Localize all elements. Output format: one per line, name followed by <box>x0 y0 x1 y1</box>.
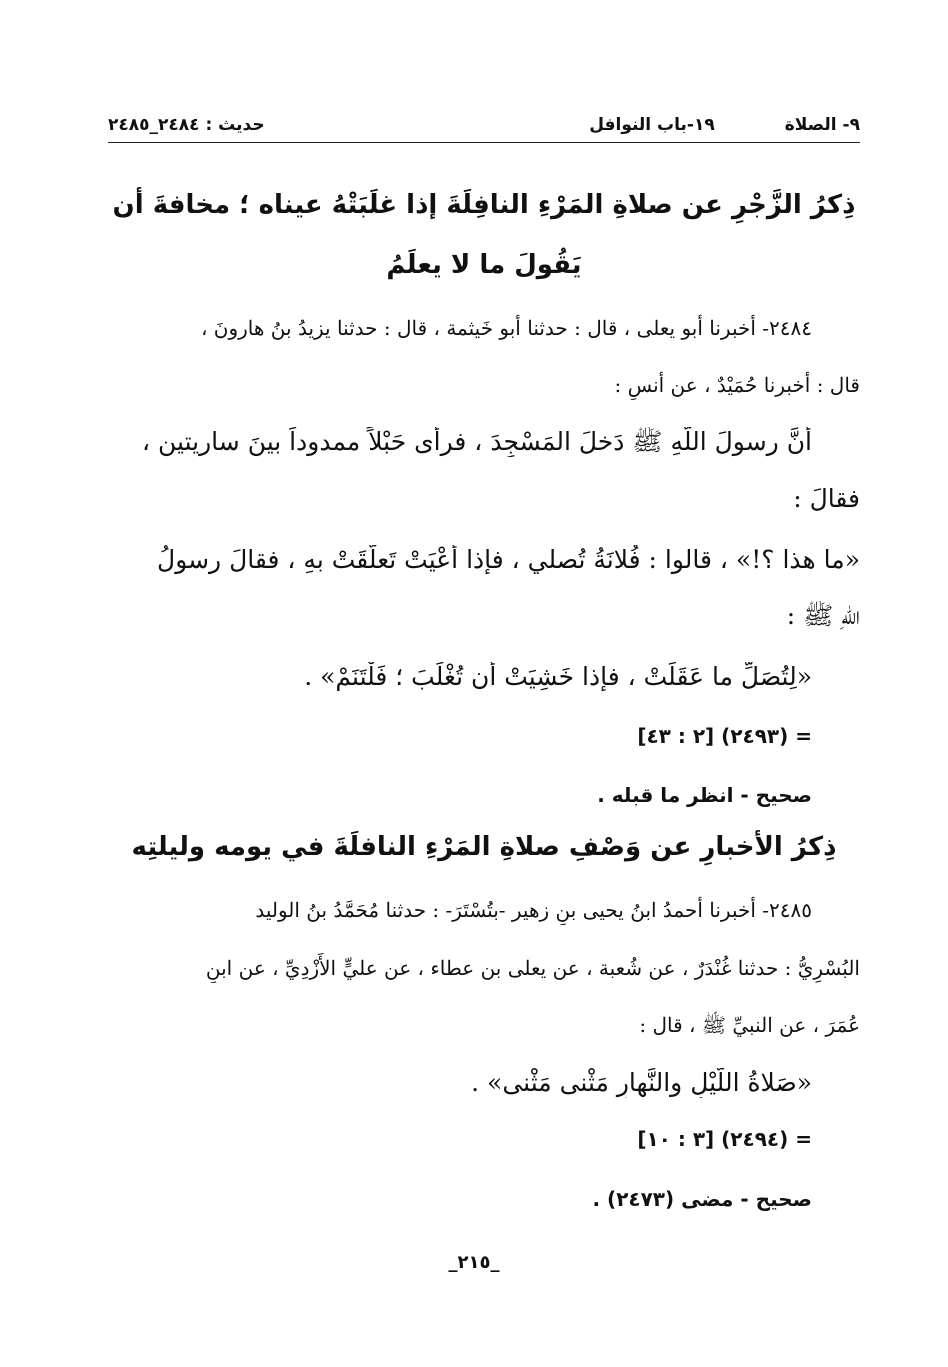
hadith-2484-isnad-line-2: قال : أخبرنا حُمَيْدٌ ، عن أنسٍ : <box>614 373 860 397</box>
hadith-2484-grading: صحيح - انظر ما قبله . <box>597 783 812 807</box>
hadith-2484-matn-line-5: «لِتُصَلِّ ما عَقَلَتْ ، فإذا خَشِيَتْ أن تُغْلَبَ ؛ فَلْتَنَمْ» . <box>304 662 812 691</box>
chapter-title-1-line-2: يَقُولَ ما لا يعلَمُ <box>386 250 582 280</box>
header-section: ١٩-باب النوافل <box>589 115 715 135</box>
header-hadith-range: حديث : ٢٤٨٤_٢٤٨٥ <box>108 115 265 135</box>
hadith-2484-isnad-line-1: ٢٤٨٤- أخبرنا أبو يعلى ، قال : حدثنا أبو خَيثمة ، قال : حدثنا يزيدُ بنُ هارونَ ، <box>200 316 812 340</box>
hadith-2485-isnad-line-1: ٢٤٨٥- أخبرنا أحمدُ ابنُ يحيى بنِ زهير -بتُسْتَرَ- : حدثنا مُحَمَّدُ بنُ الوليد <box>255 898 812 922</box>
hadith-2484-reference: = (٢٤٩٣) [٢ : ٤٣] <box>637 724 812 748</box>
chapter-title-2: ذِكرُ الأخبارِ عن وَصْفِ صلاةِ المَرْءِ النافلَةَ في يومه وليلتِه <box>131 832 837 862</box>
hadith-2485-matn-line-1: «صَلاةُ اللَّيْلِ والنَّهارِ مَثْنى مَثْنى» . <box>471 1068 812 1097</box>
hadith-2484-matn-line-3: «ما هذا ؟!» ، قالوا : فُلانَةُ تُصلي ، فإذا أَعْيَتْ تَعلَّقَتْ بهِ ، فقالَ رسولُ <box>157 545 860 574</box>
hadith-2485-reference: = (٢٤٩٤) [٣ : ١٠] <box>637 1127 812 1151</box>
hadith-2484-matn-line-1: أنَّ رسولَ اللّهِ ﷺ دَخلَ المَسْجِدَ ، فرأى حَبْلاً ممدوداً بينَ ساريتينِ ، <box>142 427 812 456</box>
chapter-title-1-line-1: ذِكرُ الزَّجْرِ عن صلاةِ المَرْءِ النافِلَةَ إذا غلَبَتْهُ عيناه ؛ مخافةَ أن <box>112 190 856 220</box>
hadith-2484-matn-line-4: اللّهِ ﷺ : <box>786 601 860 630</box>
hadith-2485-isnad-line-3: عُمَرَ ، عن النبيِّ ﷺ ، قال : <box>639 1013 860 1037</box>
header-chapter: ٩- الصلاة <box>784 115 860 135</box>
page-number: _٢١٥_ <box>448 1252 500 1273</box>
hadith-2485-isnad-line-2: البُسْرِيُّ : حدثنا غُنْدَرٌ ، عن شُعبة ، عن يعلى بن عطاء ، عن عليٍّ الأَزْدِيِّ ، عن ابنِ <box>205 956 860 980</box>
hadith-2485-grading: صحيح - مضى (٢٤٧٣) . <box>592 1187 812 1211</box>
running-header <box>108 108 860 142</box>
header-divider <box>108 142 860 143</box>
hadith-2484-matn-line-2: فقالَ : <box>793 484 860 513</box>
